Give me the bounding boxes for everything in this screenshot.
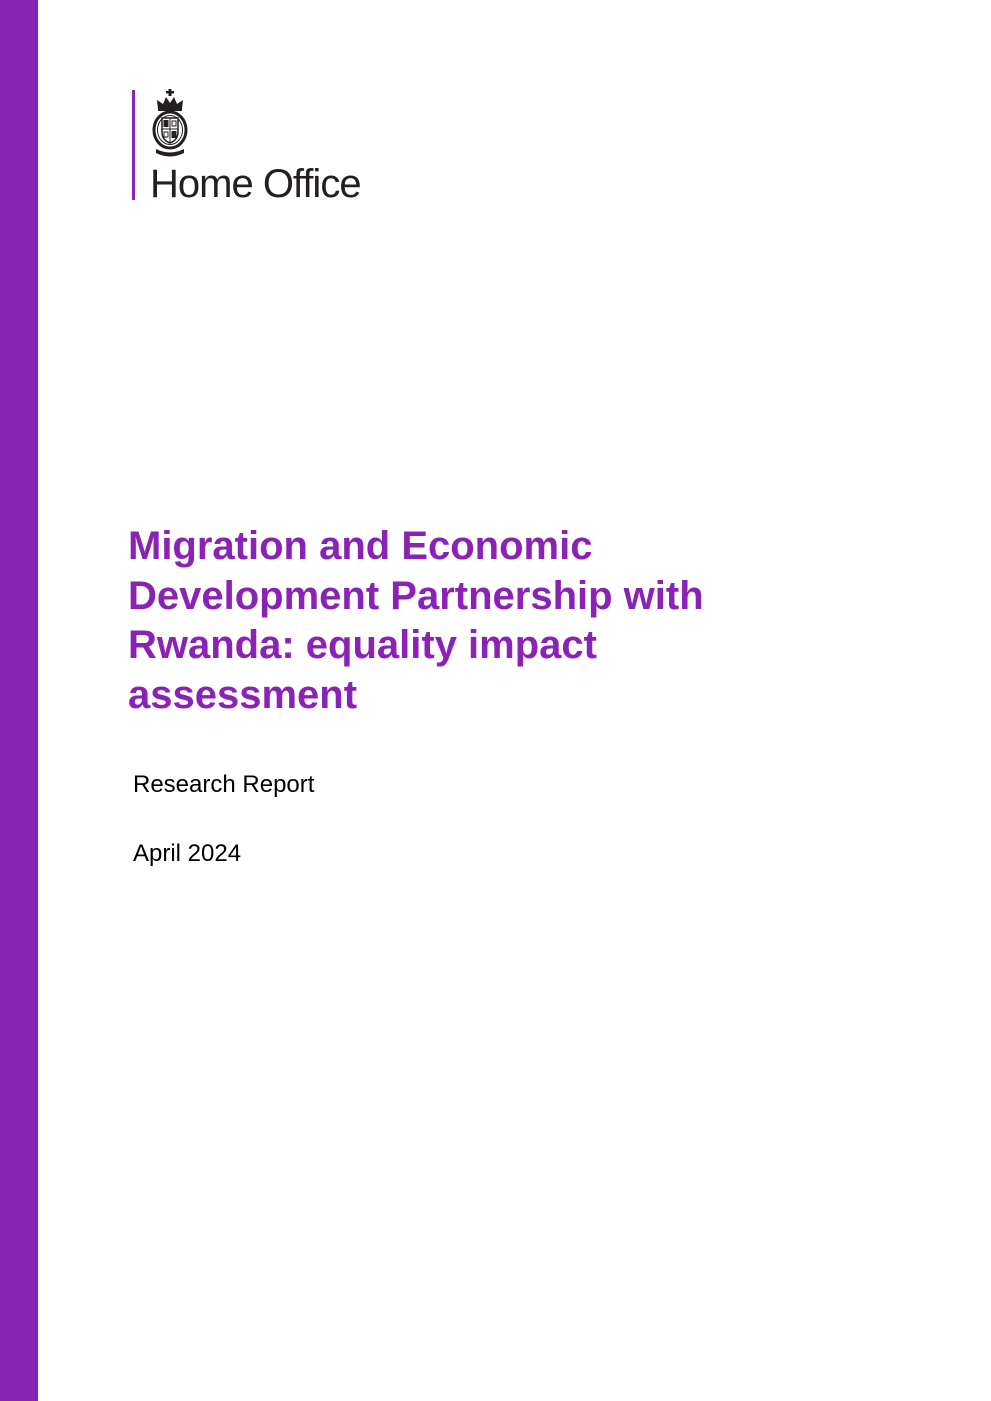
report-type: Research Report bbox=[133, 771, 315, 798]
side-accent-bar bbox=[0, 0, 38, 1401]
logo-divider bbox=[132, 90, 135, 200]
royal-coat-of-arms-icon bbox=[150, 88, 190, 162]
department-name: Home Office bbox=[150, 162, 361, 206]
publication-date: April 2024 bbox=[133, 840, 242, 867]
document-title: Migration and Economic Development Partnership with Rwanda: equality impact assessment bbox=[128, 524, 704, 717]
